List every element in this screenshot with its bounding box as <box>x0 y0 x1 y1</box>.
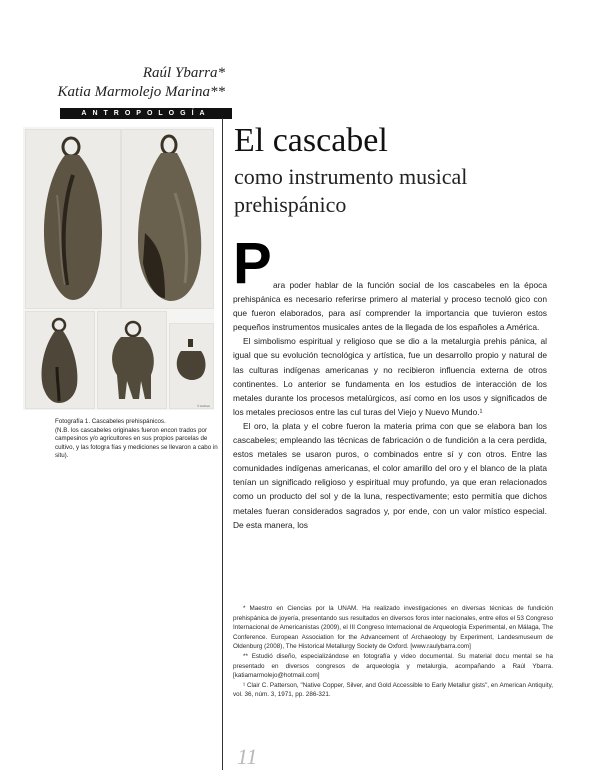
photograph-bells <box>23 127 214 410</box>
section-label: ANTROPOLOGÍA <box>60 108 232 119</box>
footnotes <box>233 604 553 700</box>
bell-image <box>33 317 85 405</box>
body-paragraph: El oro, la plata y el cobre fueron la materia prima con que se elabora ban los cascabeles; empleando las técnicas de fabricación o de fundición a la cera perdida, estos metales se usaron puros, o combinados entre sí y con otros. Entre las comunidades indígenas americanas, el color amarillo del oro y el blanco de la plata tenían un significado religioso y espiritual muy profundo, ya que eran relacionados como un producto del sol y de la luna, respectivamente; esto permitía que dichos metales fueran considerados sagrados y, por ende, con un valor místico especial. De esta manera, los <box>233 420 547 530</box>
bell-image <box>31 135 115 305</box>
drop-cap: P <box>233 231 272 296</box>
author-name: Katia Marmolejo Marina** <box>57 84 225 100</box>
footnote: ¹ Clair C. Patterson, "Native Copper, Silver, and Gold Accessible to Early Metallur gists", en American Antiquity, vol. 36, núm. 3, 1971, pp. 286-321. <box>233 681 553 699</box>
article-body <box>233 280 547 532</box>
bell-image <box>125 133 209 305</box>
caption-title: Fotografía 1. Cascabeles prehispánicos. <box>55 418 166 425</box>
footnote: * Maestro en Ciencias por la UNAM. Ha realizado investigaciones en diversas técnicas de fundición prehispánica de joyería, presentando sus resultados en diversos foros inter nacionales, entre ellos el 53 Congreso Internacional de Americanistas (2009), el III Congreso Internacional de Arqueología Experimental, en Málaga, The Conference. European Association for the Advancement of Archaeology by Experiment, Landesmuseum de Oldenburg (2008), The Historical Metallurgy Society de Oxford. [www.raulybarra.com] <box>233 605 553 651</box>
page-number: 11 <box>237 744 258 769</box>
bell-image <box>103 319 159 405</box>
article-title: El cascabel <box>234 122 388 159</box>
photo-caption <box>55 418 220 461</box>
article-subtitle: como instrumento musical prehispánico <box>234 164 468 217</box>
caption-note: (N.B. los cascabeles originales fueron encon trados por campesinos y/o agricultores en sus propios parcelas de cultivo, y las fotogra fías y mediciones se llevaron a cabo in situ). <box>55 426 218 460</box>
body-paragraph: El simbolismo espiritual y religioso que se dio a la metalurgia prehis pánica, al igual que su evolución tecnológica y artística, fue un desarrollo propio y natural de las culturas indígenas americanas y no recibieron influencia externa de otros continentes. Lo anterior se fundamenta en los estudios de interacción de los metales durante los procesos metalúrgicos, así como en los usos y significados de los metales preciosos entre las cul turas del Viejo y Nuevo Mundo.¹ <box>233 336 547 417</box>
vertical-rule <box>222 118 223 770</box>
author-block <box>40 64 225 102</box>
author-name: Raúl Ybarra* <box>142 65 225 81</box>
footnote: ** Estudió diseño, especializándose en fotografía y video documental. Su material docu mental se ha presentado en diversos congresos de arqueología y metalurgia, acompañando a Raúl Ybarra. [katiamarmolejo@hotmail.com] <box>233 652 553 680</box>
photo-credit: © Archivo <box>197 404 210 408</box>
body-paragraph: ara poder hablar de la función social de los cascabeles en la época prehispánica es necesario referirse primero al material y proceso tecnoló gico con que fueron elaborados, para así comprender la importancia que tuvieron estos pequeños instrumentos musicales antes de la llegada de los españoles a América. <box>233 280 547 333</box>
bell-image <box>175 337 207 381</box>
